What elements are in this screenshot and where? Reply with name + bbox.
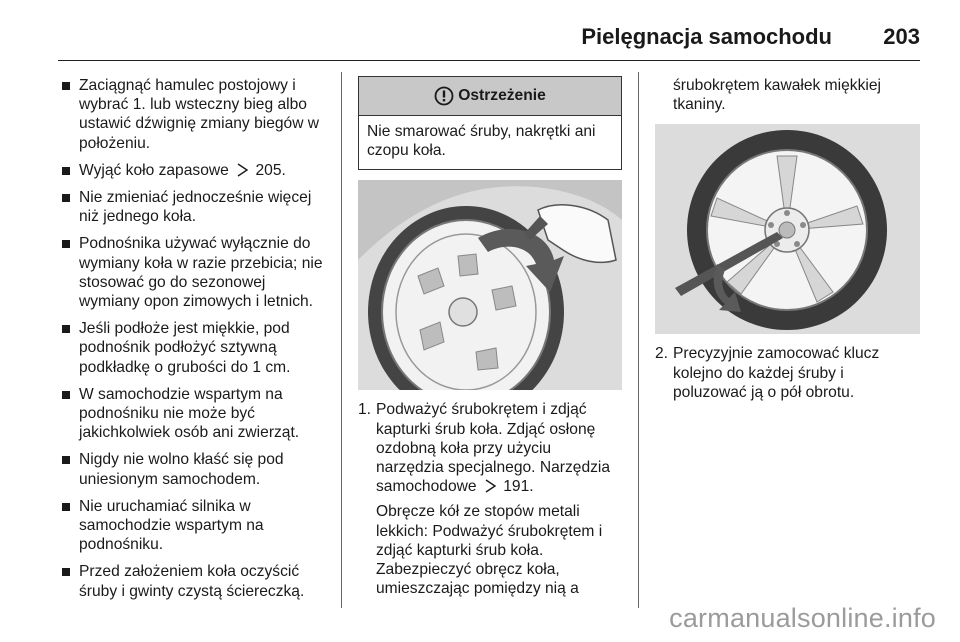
bullet-item: Nie uruchamiać silnika w samochodzie wspartym na podnośniku.	[58, 497, 330, 555]
column-2	[358, 76, 622, 604]
page-reference-icon	[482, 478, 498, 494]
bullet-item: W samochodzie wspartym na podnośniku nie może być jakichkolwiek osób ani zwierząt.	[58, 385, 330, 443]
lug-wrench-illustration	[655, 124, 920, 334]
watermark: carmanualsonline.info	[669, 603, 936, 633]
bullet-square	[62, 503, 70, 511]
bullet-square	[62, 82, 70, 90]
bullet-item: Nie zmieniać jednocześnie więcej niż jednego koła.	[58, 188, 330, 226]
wheel-cap-removal-illustration	[358, 180, 622, 390]
bullet-square	[62, 391, 70, 399]
column-1	[58, 76, 330, 609]
step-1: 1. Podważyć śrubokrętem i zdjąć kapturki śrub koła. Zdjąć osłonę ozdobną koła przy użyciu narzędzia specjalnego. Narzędzia samochodowe 191. Obręcze kół ze stopów metali lekkich: Podważyć śrubokrętem i zdjąć kapturki śrub koła. Zabezpieczyć obręcz koła, umieszczając pomiędzy nią a	[358, 400, 622, 604]
column-3	[655, 76, 920, 402]
bullet-item: Podnośnika używać wyłącznie do wymiany koła w razie przebicia; nie stosować go do sezonowej wymiany opon zimowych i letnich.	[58, 234, 330, 311]
section-title: Pielęgnacja samochodu	[581, 24, 832, 49]
page-reference-icon	[234, 162, 250, 178]
warning-icon	[434, 86, 454, 106]
bullet-item: Jeśli podłoże jest miękkie, pod podnośnik podłożyć sztywną podkładkę o grubości do 1 cm.	[58, 319, 330, 377]
bullet-square	[62, 568, 70, 576]
column-divider	[638, 72, 639, 608]
bullet-square	[62, 194, 70, 202]
bullet-square	[62, 167, 70, 175]
step-2: 2. Precyzyjnie zamocować klucz kolejno do każdej śruby i poluzować ją o pół obrotu.	[655, 345, 880, 401]
bullet-item: Nigdy nie wolno kłaść się pod uniesionym samochodem.	[58, 450, 330, 488]
bullet-item: Przed założeniem koła oczyścić śruby i gwinty czystą ściereczką.	[58, 562, 330, 600]
page-header	[58, 16, 920, 61]
bullet-item: Wyjąć koło zapasowe 205.	[58, 161, 330, 180]
bullet-square	[62, 325, 70, 333]
warning-header	[359, 77, 621, 116]
bullet-square	[62, 456, 70, 464]
page-number: 203	[883, 24, 920, 49]
column-divider	[341, 72, 342, 608]
page-reference[interactable]: 191.	[503, 478, 534, 496]
bullet-square	[62, 240, 70, 248]
warning-box	[358, 76, 622, 170]
warning-text: Nie smarować śruby, nakrętki ani czopu koła.	[367, 123, 596, 160]
bullet-item: Zaciągnąć hamulec postojowy i wybrać 1. lub wsteczny bieg albo ustawić dźwignię zmiany biegów w położeniu.	[58, 76, 330, 153]
step-number: 1.	[358, 401, 372, 419]
step-number: 2.	[655, 345, 669, 363]
page-reference[interactable]: 205.	[255, 161, 286, 179]
continued-text: śrubokrętem kawałek miękkiej tkaniny.	[673, 77, 881, 114]
warning-title: Ostrzeżenie	[458, 87, 546, 105]
